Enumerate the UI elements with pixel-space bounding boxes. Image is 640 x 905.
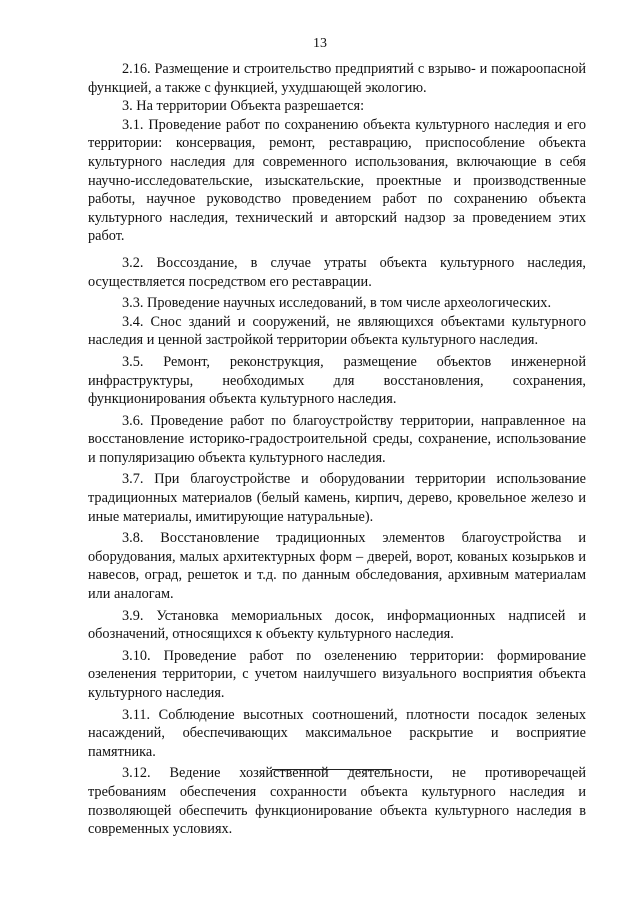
paragraph-section-3-heading: 3. На территории Объекта разрешается: — [122, 98, 365, 115]
paragraph-3-11: 3.11. Соблюдение высотных соотношений, плотности посадок зеленых насаждений, обеспечивающих максимальное раскрытие и восприятие памятника. — [88, 706, 586, 760]
paragraph-3-1: 3.1. Проведение работ по сохранению объекта культурного наследия и его территории: консервация, ремонт, реставрацию, приспособление объекта культурного наследия для современного использования, включающие в себя научно-исследовательские, изыскательские, проектные и производственные работы, научное руководство проведением работ по сохранению объекта культурного наследия, технический и авторский надзор за проведением этих работ. — [88, 116, 586, 245]
paragraph-3-8: 3.8. Восстановление традиционных элементов благоустройства и оборудования, малых архитектурных форм – дверей, ворот, кованых козырьков и навесов, оград, решеток и т.д. по данным обследования, архивным материалам или аналогам. — [88, 530, 586, 603]
document-body — [88, 60, 586, 839]
paragraph-3-2: 3.2. Воссоздание, в случае утраты объекта культурного наследия, осуществляется посредством его реставрации. — [88, 254, 586, 290]
paragraph-3-12: 3.12. Ведение хозяйственной деятельности, не противоречащей требованиям обеспечения сохранности объекта культурного наследия и позволяющей обеспечить функционирование объекта культурного наследия в современных условиях. — [88, 765, 586, 838]
paragraph-3-10: 3.10. Проведение работ по озеленению территории: формирование озеленения территории, с учетом наилучшего визуального восприятия объекта культурного наследия. — [88, 647, 586, 701]
paragraph-3-3: 3.3. Проведение научных исследований, в том числе археологических. — [122, 295, 552, 312]
paragraph-3-7: 3.7. При благоустройстве и оборудовании территории использование традиционных материалов (белый камень, кирпич, дерево, кровельное железо и иные материалы, имитирующие натуральные). — [88, 471, 586, 525]
paragraph-2-16: 2.16. Размещение и строительство предприятий с взрыво- и пожароопасной функцией, а также с функцией, ухудшающей экологию. — [88, 61, 586, 96]
paragraph-3-4: 3.4. Снос зданий и сооружений, не являющихся объектами культурного наследия и ценной застройкой территории объекта культурного наследия. — [88, 313, 586, 349]
page-number: 13 — [313, 36, 327, 51]
section-divider-line — [272, 769, 392, 770]
paragraph-3-9: 3.9. Установка мемориальных досок, информационных надписей и обозначений, относящихся к объекту культурного наследия. — [88, 607, 586, 643]
paragraph-3-5: 3.5. Ремонт, реконструкция, размещение объектов инженерной инфраструктуры, необходимых для восстановления, сохранения, функционирования объекта культурного наследия. — [88, 353, 586, 408]
paragraph-3-6: 3.6. Проведение работ по благоустройству территории, направленное на восстановление историко-градостроительной среды, сохранение, использование и популяризацию объекта культурного наследия. — [88, 412, 586, 466]
